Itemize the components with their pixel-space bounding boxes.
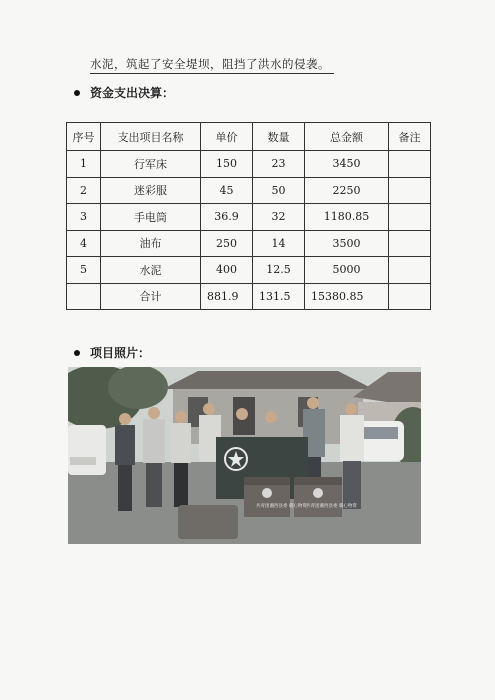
cell-item-name: 油布 xyxy=(101,230,201,257)
cell-quantity: 131.5 xyxy=(253,283,305,310)
bullet-icon xyxy=(74,350,80,356)
project-photo xyxy=(68,367,421,544)
header-quantity: 数量 xyxy=(253,123,305,151)
cell-remark xyxy=(389,257,431,284)
cell-remark xyxy=(389,151,431,178)
cell-item-name: 手电筒 xyxy=(101,204,201,231)
table-total-row xyxy=(67,283,431,310)
cell-unit-price: 45 xyxy=(201,177,253,204)
header-total: 总金额 xyxy=(305,123,389,151)
header-item-name: 支出项目名称 xyxy=(101,123,201,151)
table-row xyxy=(67,151,431,178)
table-row xyxy=(67,177,431,204)
table-row xyxy=(67,230,431,257)
cell-index: 3 xyxy=(67,204,101,231)
cell-item-name: 水泥 xyxy=(101,257,201,284)
cell-index xyxy=(67,283,101,310)
cell-index: 1 xyxy=(67,151,101,178)
cell-item-name: 迷彩服 xyxy=(101,177,201,204)
bullet-icon xyxy=(74,90,80,96)
cell-remark xyxy=(389,177,431,204)
cell-quantity: 50 xyxy=(253,177,305,204)
budget-heading-text: 资金支出决算： xyxy=(90,86,175,100)
intro-text-line: 水泥，筑起了安全堤坝，阻挡了洪水的侵袭。 xyxy=(90,56,334,74)
cell-total: 1180.85 xyxy=(305,204,389,231)
budget-heading xyxy=(74,84,174,101)
cell-remark xyxy=(389,283,431,310)
cell-total: 15380.85 xyxy=(305,283,389,310)
cell-index: 4 xyxy=(67,230,101,257)
cell-total: 5000 xyxy=(305,257,389,284)
cell-item-name: 合计 xyxy=(101,283,201,310)
header-remark: 备注 xyxy=(389,123,431,151)
budget-table xyxy=(66,122,431,310)
cell-unit-price: 150 xyxy=(201,151,253,178)
box-label-right: 共青团湘西县委 暖心物资 xyxy=(306,504,357,509)
cell-remark xyxy=(389,204,431,231)
cell-quantity: 14 xyxy=(253,230,305,257)
header-index: 序号 xyxy=(67,123,101,151)
cell-unit-price: 250 xyxy=(201,230,253,257)
header-unit-price: 单价 xyxy=(201,123,253,151)
cell-quantity: 12.5 xyxy=(253,257,305,284)
cell-index: 5 xyxy=(67,257,101,284)
project-photo-illustration xyxy=(68,367,421,544)
photos-heading xyxy=(74,344,150,361)
cell-index: 2 xyxy=(67,177,101,204)
cell-unit-price: 36.9 xyxy=(201,204,253,231)
table-row xyxy=(67,204,431,231)
cell-total: 2250 xyxy=(305,177,389,204)
box-label-left: 共青团湘西县委 暖心物资 xyxy=(256,504,307,509)
cell-quantity: 32 xyxy=(253,204,305,231)
cell-unit-price: 881.9 xyxy=(201,283,253,310)
table-header-row xyxy=(67,123,431,151)
cell-unit-price: 400 xyxy=(201,257,253,284)
cell-item-name: 行军床 xyxy=(101,151,201,178)
photos-heading-text: 项目照片： xyxy=(90,346,151,360)
cell-quantity: 23 xyxy=(253,151,305,178)
cell-total: 3500 xyxy=(305,230,389,257)
cell-remark xyxy=(389,230,431,257)
table-row xyxy=(67,257,431,284)
cell-total: 3450 xyxy=(305,151,389,178)
